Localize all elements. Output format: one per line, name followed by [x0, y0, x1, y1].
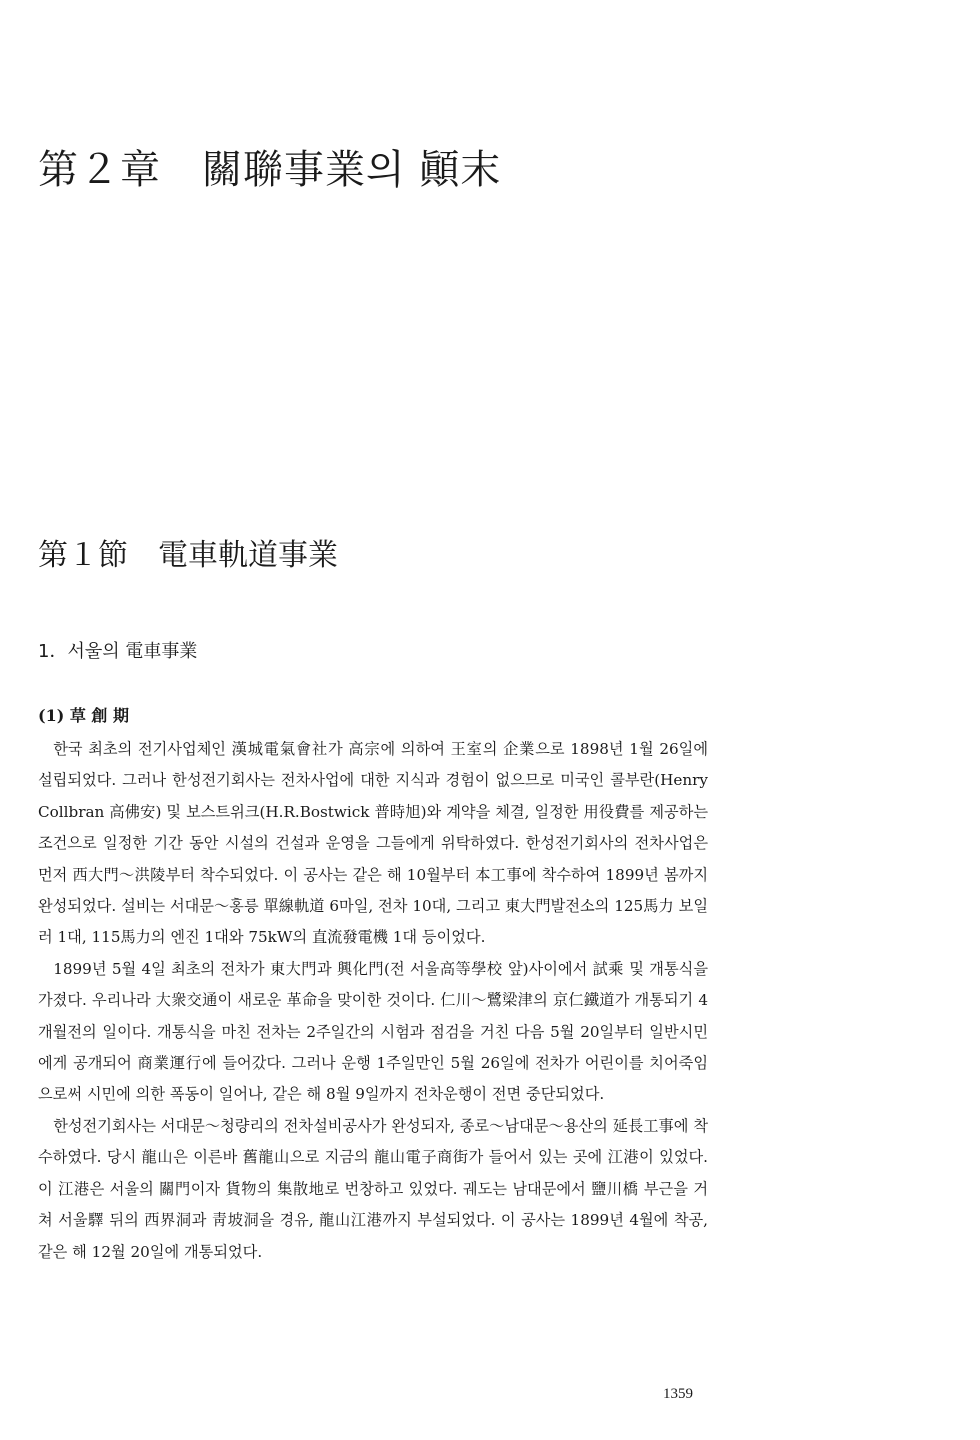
paragraph: 한국 최초의 전기사업체인 漢城電氣會社가 高宗에 의하여 王室의 企業으로 1898년 1월 26일에 설립되었다. 그러나 한성전기회사는 전차사업에 대한 지식과 경험이 없으므로 미국인 콜부란(Henry Collbran 高佛安) 및 보스트위크(H.R.Bostwick 普時旭)와 계약을 체결, 일정한 用役費를 제공하는 조건으로 일정한 기간 동안 시설의 건설과 운영을 그들에게 위탁하였다. 한성전기회사의 전차사업은 먼저 西大門～洪陵부터 착수되었다. 이 공사는 같은 해 10월부터 本工事에 착수하여 1899년 봄까지 완성되었다. 설비는 서대문～홍릉 單線軌道 6마일, 전차 10대, 그리고 東大門발전소의 125馬力 보일러 1대, 115馬力의 엔진 1대와 75kW의 直流發電機 1대 등이었다. [38, 740, 708, 947]
subsection-title: 1．서울의 電車事業 [38, 641, 198, 662]
page-number: 1359 [663, 1386, 693, 1402]
paragraph: 한성전기회사는 서대문～청량리의 전차설비공사가 완성되자, 종로～남대문～용산의 延長工事에 착수하였다. 당시 龍山은 이른바 舊龍山으로 지금의 龍山電子商街가 들어서 있는 곳에 江港이 있었다. 이 江港은 서울의 關門이자 貨物의 集散地로 번창하고 있었다. 궤도는 남대문에서 鹽川橋 부근을 거쳐 서울驛 뒤의 西界洞과 靑坡洞을 경유, 龍山江港까지 부설되었다. 이 공사는 1899년 4월에 착공, 같은 해 12월 20일에 개통되었다. [38, 1116, 708, 1261]
paragraph: 1899년 5월 4일 최초의 전차가 東大門과 興化門(전 서울高等學校 앞)사이에서 試乘 및 개통식을 가졌다. 우리나라 大衆交通이 새로운 革命을 맞이한 것이다. 仁川～鷺梁津의 京仁鐵道가 개통되기 4개월전의 일이다. 개통식을 마친 전차는 2주일간의 시험과 점검을 거친 다음 5월 20일부터 일반시민에게 공개되어 商業運行에 들어갔다. 그러나 운행 1주일만인 5월 26일에 전차가 어린이를 치어죽임으로써 시민에 의한 폭동이 일어나, 같은 해 8월 9일까지 전차운행이 전면 중단되었다. [38, 959, 708, 1104]
body-text [38, 734, 708, 1268]
chapter-title: 第２章 關聯事業의 顚末 [38, 147, 502, 193]
section-title: 第１節 電車軌道事業 [38, 538, 338, 573]
subsubsection-title: (1) 草 創 期 [38, 706, 129, 725]
